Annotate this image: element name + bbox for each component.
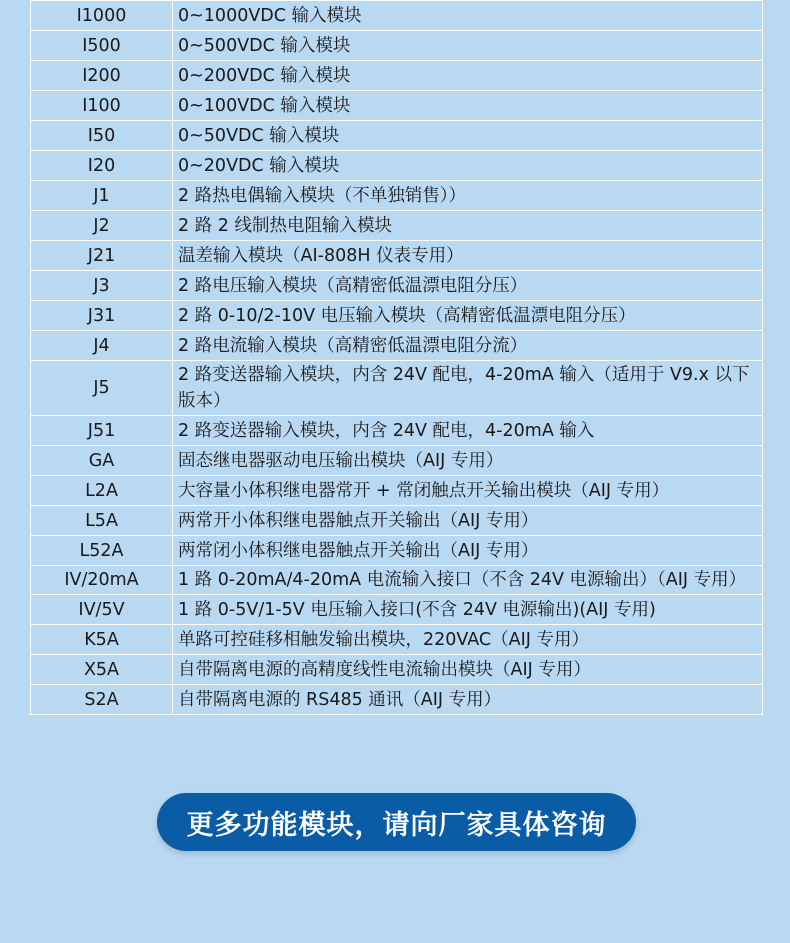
module-code: I1000 (31, 1, 173, 31)
table-row (31, 271, 763, 301)
module-code: J31 (31, 301, 173, 331)
table-row (31, 446, 763, 476)
module-code: J21 (31, 241, 173, 271)
module-description: 自带隔离电源的高精度线性电流输出模块（AIJ 专用） (173, 655, 763, 685)
module-code: J51 (31, 416, 173, 446)
module-code: IV/20mA (31, 566, 173, 595)
module-code: GA (31, 446, 173, 476)
module-code: J3 (31, 271, 173, 301)
module-description: 1 路 0-5V/1-5V 电压输入接口(不含 24V 电源输出)(AIJ 专用) (173, 595, 763, 625)
module-description: 两常开小体积继电器触点开关输出（AIJ 专用） (173, 506, 763, 536)
table-row (31, 655, 763, 685)
module-description: 2 路 0-10/2-10V 电压输入模块（高精密低温漂电阻分压） (173, 301, 763, 331)
module-code: X5A (31, 655, 173, 685)
module-code: K5A (31, 625, 173, 655)
module-description: 2 路电压输入模块（高精密低温漂电阻分压） (173, 271, 763, 301)
module-code: L5A (31, 506, 173, 536)
table-row (31, 31, 763, 61)
module-table-body (31, 1, 763, 715)
module-code: L2A (31, 476, 173, 506)
module-code: J5 (31, 361, 173, 416)
table-row (31, 61, 763, 91)
module-code: J2 (31, 211, 173, 241)
table-row (31, 536, 763, 566)
table-row (31, 91, 763, 121)
table-row (31, 566, 763, 595)
module-table (30, 0, 763, 715)
module-description: 0~100VDC 输入模块 (173, 91, 763, 121)
module-code: J1 (31, 181, 173, 211)
table-row (31, 595, 763, 625)
module-description: 自带隔离电源的 RS485 通讯（AIJ 专用） (173, 685, 763, 715)
module-description: 2 路热电偶输入模块（不单独销售）） (173, 181, 763, 211)
table-row (31, 685, 763, 715)
module-description: 0~200VDC 输入模块 (173, 61, 763, 91)
table-row (31, 211, 763, 241)
module-code: I100 (31, 91, 173, 121)
table-row (31, 506, 763, 536)
module-description: 2 路 2 线制热电阻输入模块 (173, 211, 763, 241)
module-description: 大容量小体积继电器常开 + 常闭触点开关输出模块（AIJ 专用） (173, 476, 763, 506)
table-row (31, 121, 763, 151)
module-description: 2 路变送器输入模块，内含 24V 配电，4-20mA 输入（适用于 V9.x 以下版本） (173, 361, 763, 416)
module-description: 温差输入模块（AI-808H 仪表专用） (173, 241, 763, 271)
module-code: S2A (31, 685, 173, 715)
module-code: I20 (31, 151, 173, 181)
module-code: L52A (31, 536, 173, 566)
module-description: 两常闭小体积继电器触点开关输出（AIJ 专用） (173, 536, 763, 566)
module-description: 固态继电器驱动电压输出模块（AIJ 专用） (173, 446, 763, 476)
module-description: 0~500VDC 输入模块 (173, 31, 763, 61)
table-row (31, 1, 763, 31)
module-description: 2 路变送器输入模块，内含 24V 配电，4-20mA 输入 (173, 416, 763, 446)
module-code: J4 (31, 331, 173, 361)
consult-manufacturer-button[interactable]: 更多功能模块，请向厂家具体咨询 (157, 793, 636, 851)
module-description: 1 路 0-20mA/4-20mA 电流输入接口（不含 24V 电源输出）（AIJ 专用） (173, 566, 763, 595)
module-description: 0~1000VDC 输入模块 (173, 1, 763, 31)
table-row (31, 361, 763, 416)
module-description: 0~50VDC 输入模块 (173, 121, 763, 151)
module-code: I500 (31, 31, 173, 61)
module-code: I200 (31, 61, 173, 91)
module-code: IV/5V (31, 595, 173, 625)
table-row (31, 476, 763, 506)
table-row (31, 181, 763, 211)
table-row (31, 301, 763, 331)
table-row (31, 151, 763, 181)
module-description: 2 路电流输入模块（高精密低温漂电阻分流） (173, 331, 763, 361)
module-description: 0~20VDC 输入模块 (173, 151, 763, 181)
table-row (31, 331, 763, 361)
module-table-container (30, 0, 763, 715)
module-description: 单路可控硅移相触发输出模块，220VAC（AIJ 专用） (173, 625, 763, 655)
table-row (31, 241, 763, 271)
table-row (31, 625, 763, 655)
module-code: I50 (31, 121, 173, 151)
table-row (31, 416, 763, 446)
